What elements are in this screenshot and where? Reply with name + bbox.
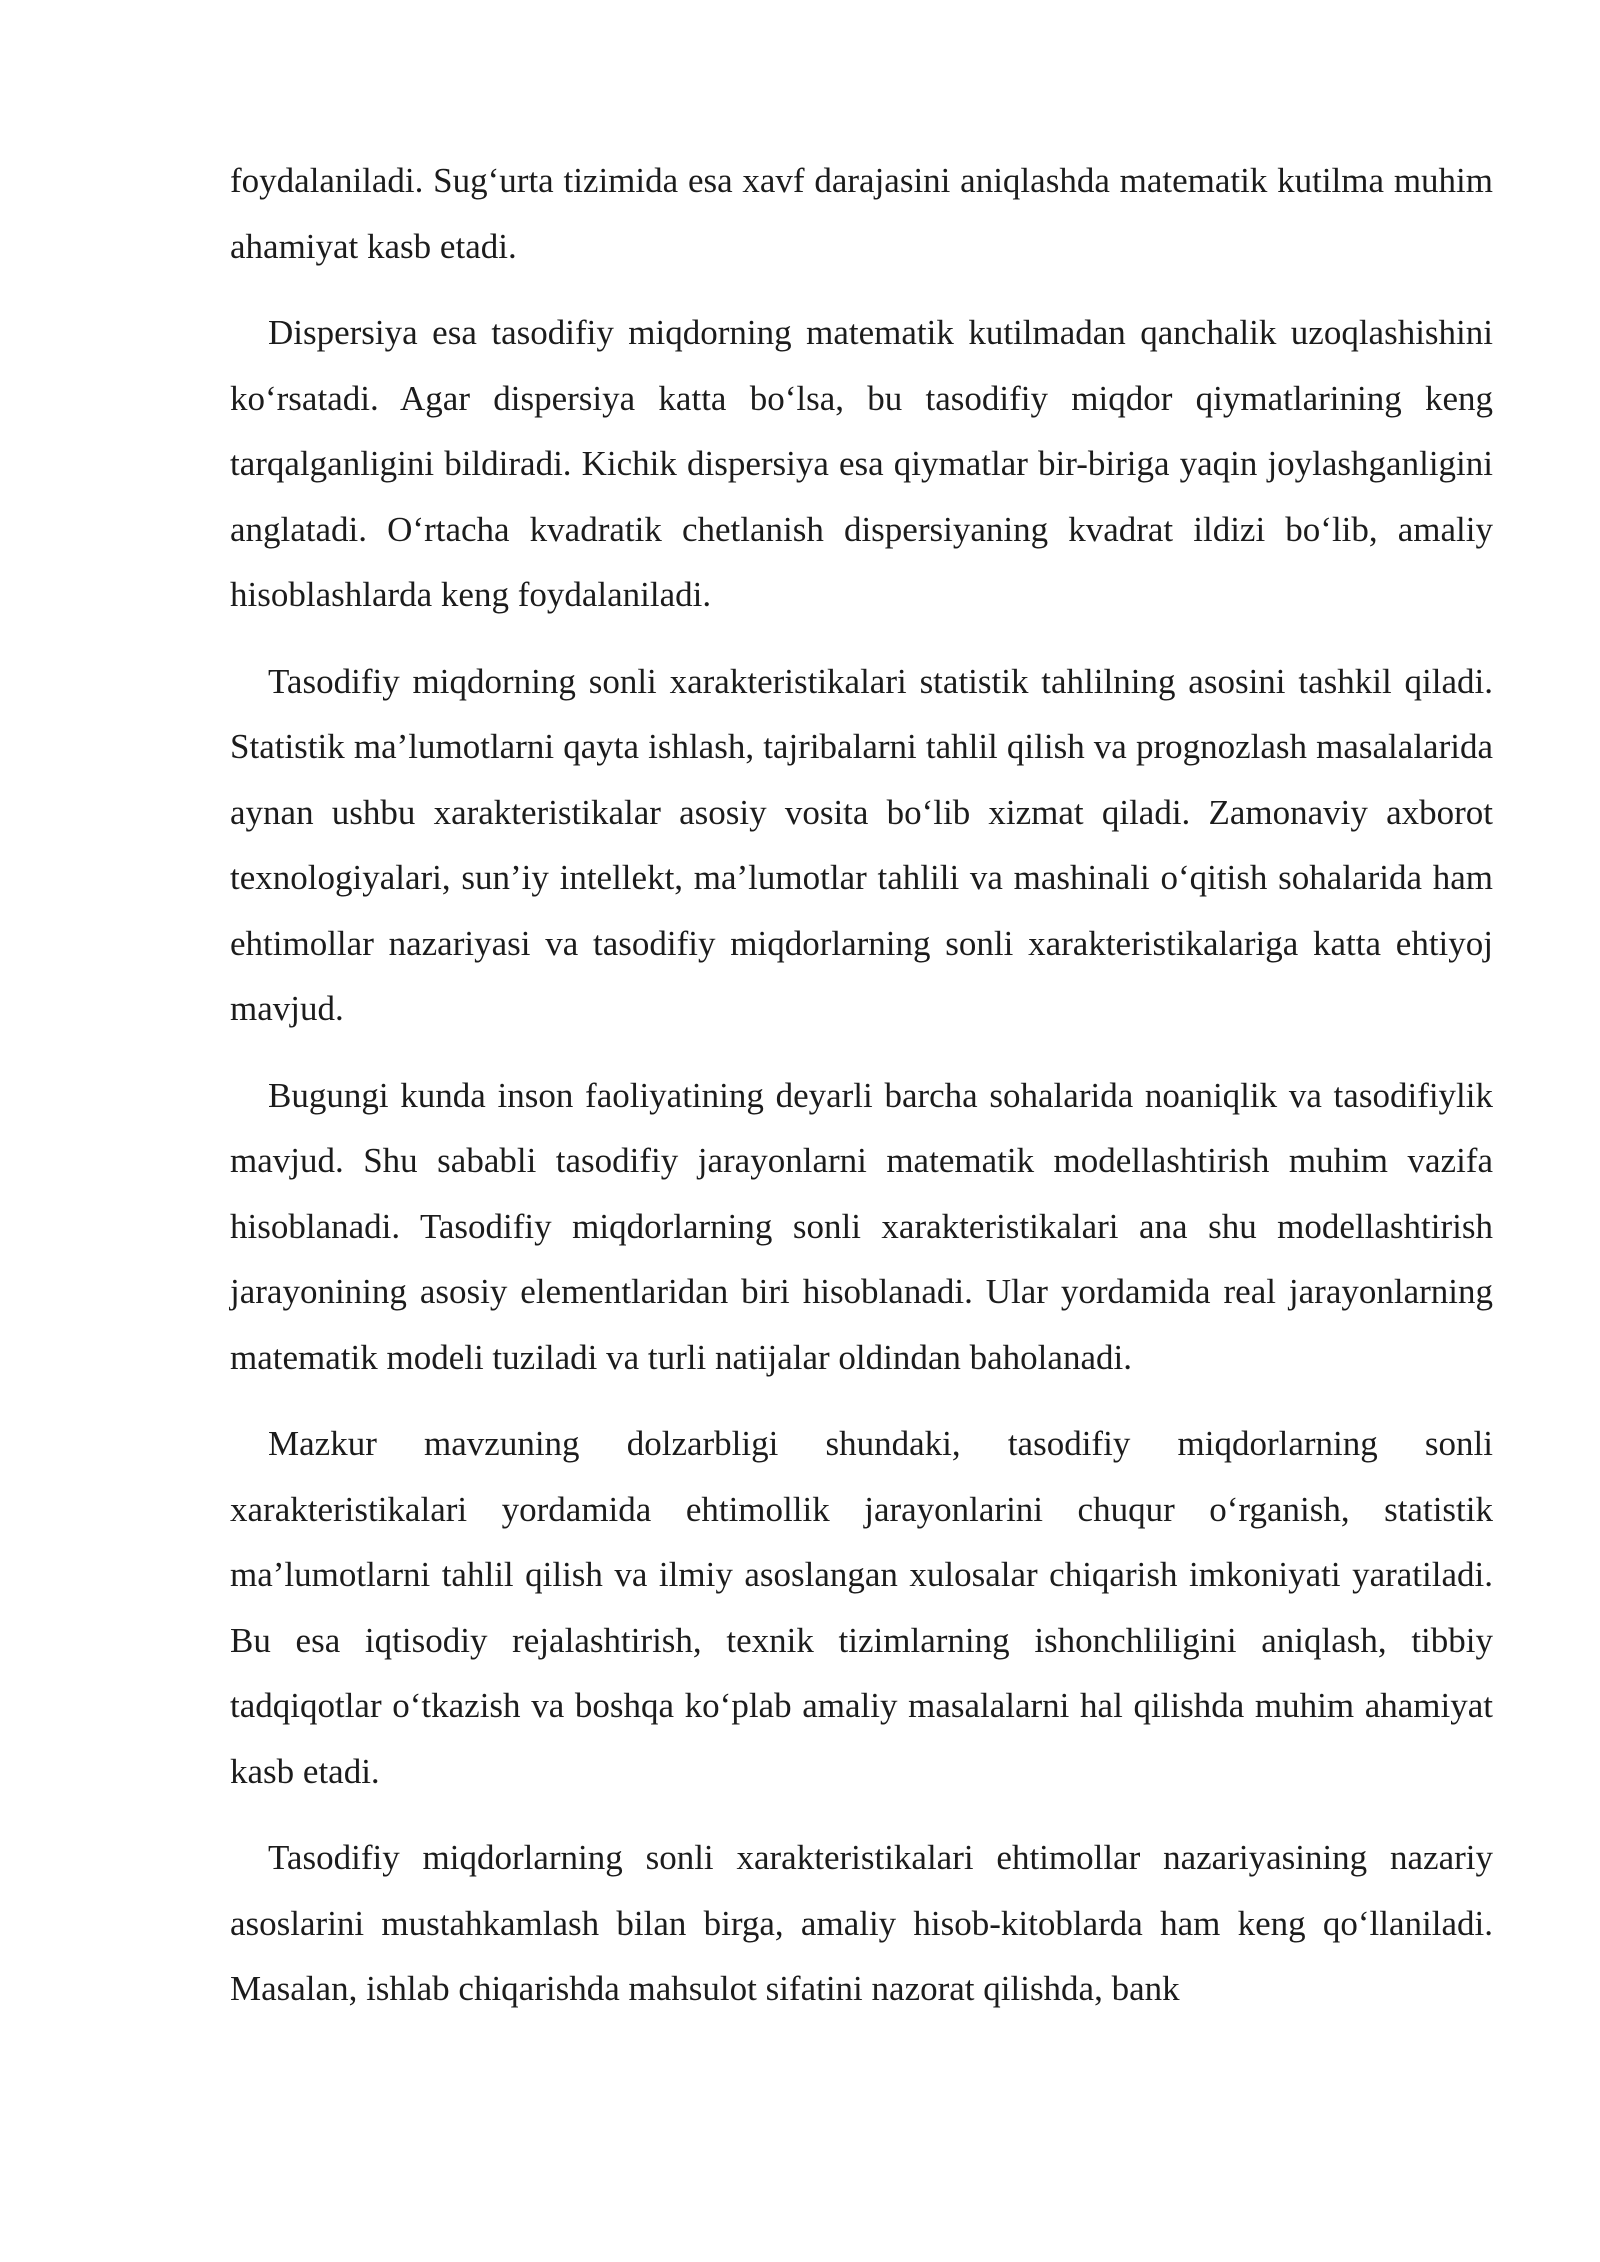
paragraph-relevance: Mazkur mavzuning dolzarbligi shundaki, tasodifiy miqdorlarning sonli xarakteristikalari yordamida ehtimollik jarayonlarini chuqur o‘rganish, statistik ma’lumotlarni tahlil qilish va ilmiy asoslangan xulosalar chiqarish imkoniyati yaratiladi. Bu esa iqtisodiy rejalashtirish, texnik tizimlarning ishonchliligini aniqlash, tibbiy tadqiqotlar o‘tkazish va boshqa ko‘plab amaliy masalalarni hal qilishda muhim ahamiyat kasb etadi. [230,1424,1493,1791]
paragraph-applications: Tasodifiy miqdorlarning sonli xarakteristikalari ehtimollar nazariyasining nazariy asoslarini mustahkamlash bilan birga, amaliy hisob-kitoblarda ham keng qo‘llaniladi. Masalan, ishlab chiqarishda mahsulot sifatini nazorat qilishda, bank [230,1838,1493,2008]
paragraph-continued: foydalaniladi. Sug‘urta tizimida esa xavf darajasini aniqlashda matematik kutilma muhim ahamiyat kasb etadi. [230,161,1493,266]
document-page [230,148,1493,2022]
paragraph-dispersion: Dispersiya esa tasodifiy miqdorning matematik kutilmadan qanchalik uzoqlashishini ko‘rsatadi. Agar dispersiya katta bo‘lsa, bu tasodifiy miqdor qiymatlarining keng tarqalganligini bildiradi. Kichik dispersiya esa qiymatlar bir-biriga yaqin joylashganligini anglatadi. O‘rtacha kvadratik chetlanish dispersiyaning kvadrat ildizi bo‘lib, amaliy hisoblashlarda keng foydalaniladi. [230,313,1493,614]
paragraph-statistical-analysis: Tasodifiy miqdorning sonli xarakteristikalari statistik tahlilning asosini tashkil qiladi. Statistik ma’lumotlarni qayta ishlash, tajribalarni tahlil qilish va prognozlash masalalarida aynan ushbu xarakteristikalar asosiy vosita bo‘lib xizmat qiladi. Zamonaviy axborot texnologiyalari, sun’iy intellekt, ma’lumotlar tahlili va mashinali o‘qitish sohalarida ham ehtimollar nazariyasi va tasodifiy miqdorlarning sonli xarakteristikalariga katta ehtiyoj mavjud. [230,661,1493,1028]
paragraph-modelling: Bugungi kunda inson faoliyatining deyarli barcha sohalarida noaniqlik va tasodifiylik mavjud. Shu sababli tasodifiy jarayonlarni matematik modellashtirish muhim vazifa hisoblanadi. Tasodifiy miqdorlarning sonli xarakteristikalari ana shu modellashtirish jarayonining asosiy elementlaridan biri hisoblanadi. Ular yordamida real jarayonlarning matematik modeli tuziladi va turli natijalar oldindan baholanadi. [230,1075,1493,1377]
